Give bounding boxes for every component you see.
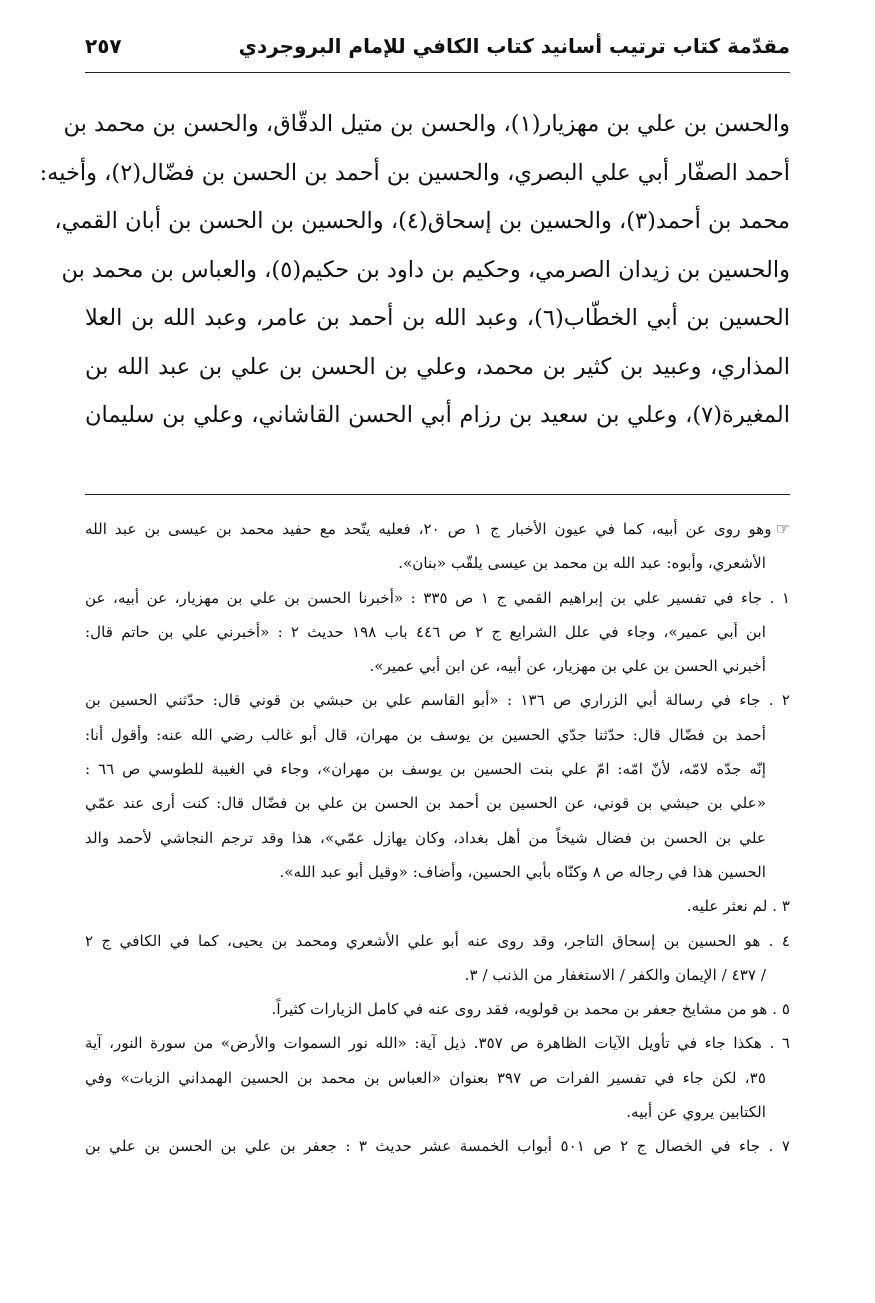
text-line: الحسين بن أبي الخطّاب(٦)، وعبد الله بن أحمد بن عامر، وعبد الله بن العلا (85, 305, 791, 331)
footnote-line: الحسين هذا في رجاله ص ٨ وكنّاه بأبي الحسين، وأضاف: «وقيل أبو عبد الله». (279, 862, 766, 881)
running-title: مقدّمة كتاب ترتيب أسانيد كتاب الكافي للإمام البروجردي (238, 34, 790, 58)
footnote-line: أخبرني الحسن بن علي بن مهزيار، عن أبيه، عن ابن أبي عمير». (369, 657, 766, 676)
text-line: محمد بن أحمد(٣)، والحسين بن إسحاق(٤)، والحسين بن الحسن بن أبان القمي، (54, 208, 790, 234)
footnote-line: ٣ . لم نعثر عليه. (686, 897, 790, 916)
footnote-line: أحمد بن فضّال قال: حدّثنا جدّي الحسين بن يوسف بن مهران، قال أبو غالب رضي الله عنه: وأقول أنا: (85, 725, 766, 744)
footnote-line: إنّه جدّه لامّه، لأنّ امّه: امّ علي بنت الحسين بن يوسف بن مهران»، وجاء في الغيبة للطوسي ص ٦٦ : (85, 760, 766, 779)
footnote-divider (85, 494, 790, 495)
page-header (85, 30, 790, 70)
footnote-line: الكتابين يروي عن أبيه. (626, 1103, 766, 1122)
text-line: المغيرة(٧)، وعلي بن سعيد بن رزام أبي الحسن القاشاني، وعلي بن سليمان (85, 402, 790, 428)
footnote-line: ٥ . هو من مشايخ جعفر بن محمد بن قولويه، فقد روى عنه في كامل الزيارات كثيراً. (271, 1000, 790, 1019)
text-line: والحسن بن علي بن مهزيار(١)، والحسن بن متيل الدقّاق، والحسن بن محمد بن (63, 111, 790, 137)
footnote-line (85, 512, 790, 546)
footnote-line: «علي بن حبشي بن قوني، عن الحسين بن أحمد بن الحسن بن علي بن فضّال قال: كنت أرى عند عمّي (85, 794, 766, 813)
footnote-line: ١ . جاء في تفسير علي بن إبراهيم القمي ج ١ ص ٣٣٥ : «أخبرنا الحسن بن علي بن مهزيار، عن أبيه، عن (85, 588, 790, 607)
footnote-line: ٦ . هكذا جاء في تأويل الآيات الظاهرة ص ٣٥٧. ذيل آية: «الله نور السموات والأرض» من سورة النور، آية (85, 1034, 790, 1053)
text-line: المذاري، وعبيد بن كثير بن محمد، وعلي بن الحسن بن علي بن عبد الله بن (85, 353, 790, 380)
pointing-hand-icon: ☞ (775, 519, 790, 538)
footnote-text: وهو روى عن أبيه، كما في عيون الأخبار ج ١ ص ٢٠، فعليه يتّحد مع حفيد محمد بن عيسى بن عبد الله (85, 520, 772, 538)
page-number: ٢٥٧ (85, 34, 122, 58)
header-divider (85, 72, 790, 73)
footnote-line: علي بن الحسن بن فضال شيخاً من أهل بغداد، وكان يهازل عمّي»، هذا وقد ترجم النجاشي لأحمد والد (85, 828, 766, 847)
footnote-line: ٧ . جاء في الخصال ج ٢ ص ٥٠١ أبواب الخمسة عشر حديث ٣ : جعفر بن علي بن الحسن بن علي بن (85, 1137, 790, 1156)
footnote-line: ٢ . جاء في رسالة أبي الزراري ص ١٣٦ : «أبو القاسم علي بن حبشي بن قوني قال: حدّثني الحسين بن (85, 691, 791, 710)
main-text (39, 100, 791, 440)
footnote-line: ٤ . هو الحسين بن إسحاق التاجر، وقد روى عنه أبو علي الأشعري ومحمد بن يحيى، كما في الكافي ج ٢ (85, 931, 790, 950)
footnote-line: الأشعري، وأبوه: عبد الله بن محمد بن عيسى يلقّب «بنان». (398, 554, 766, 573)
text-line: والحسين بن زيدان الصرمي، وحكيم بن داود بن حكيم(٥)، والعباس بن محمد بن (61, 256, 790, 283)
footnote-line: ابن أبي عمير»، وجاء في علل الشرايع ج ٢ ص ٤٤٦ باب ١٩٨ حديث ٢ : «أخبرني علي بن حاتم قال: (85, 622, 766, 641)
footnote-line: ٣٥، لكن جاء في تفسير الفرات ص ٣٩٧ بعنوان «العباس بن محمد بن الحسين الهمداني الزيات» وفي (85, 1068, 766, 1087)
footnotes (85, 512, 790, 1164)
footnote-line: / ٤٣٧ / الإيمان والكفر / الاستغفار من الذنب / ٣. (464, 965, 766, 984)
text-line: أحمد الصفّار أبي علي البصري، والحسين بن أحمد بن الحسن بن فضّال(٢)، وأخيه: (39, 159, 790, 186)
